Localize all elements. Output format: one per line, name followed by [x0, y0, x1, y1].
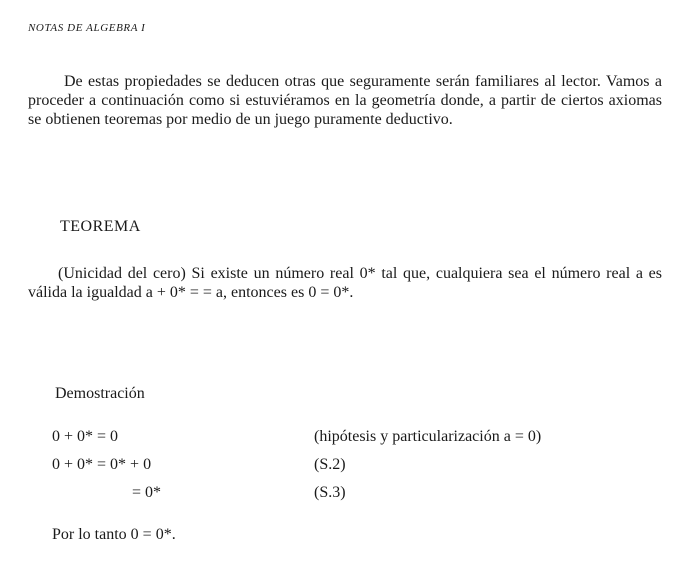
proof-heading: Demostración: [55, 385, 145, 402]
proof-justification: (hipótesis y particularización a = 0): [314, 428, 542, 445]
proof-expression: 0 + 0* = 0: [52, 428, 119, 445]
proof-expression: 0 + 0* = 0* + 0: [52, 456, 152, 473]
proof-justification: (S.2): [314, 456, 346, 473]
proof-conclusion: Por lo tanto 0 = 0*.: [52, 526, 176, 543]
proof-line: [52, 484, 672, 512]
theorem-statement: (Unicidad del cero) Si existe un número real 0* tal que, cualquiera sea el número real a es válida la igualdad a + 0* = = a, entonces es 0 = 0*.: [28, 265, 662, 301]
proof-line: [52, 456, 672, 484]
proof-line: [52, 428, 672, 456]
proof-expression: = 0*: [132, 484, 162, 501]
proof-justification: (S.3): [314, 484, 346, 501]
proof-block: [52, 428, 672, 512]
running-head: NOTAS DE ALGEBRA I: [28, 22, 146, 34]
intro-paragraph: De estas propiedades se deducen otras que seguramente serán familiares al lector. Vamos a proceder a continuación como si estuviéramos en la geometría donde, a partir de ciertos axiomas se obtienen teoremas por medio de un juego puramente deductivo.: [28, 73, 662, 128]
theorem-heading: TEOREMA: [60, 218, 141, 235]
